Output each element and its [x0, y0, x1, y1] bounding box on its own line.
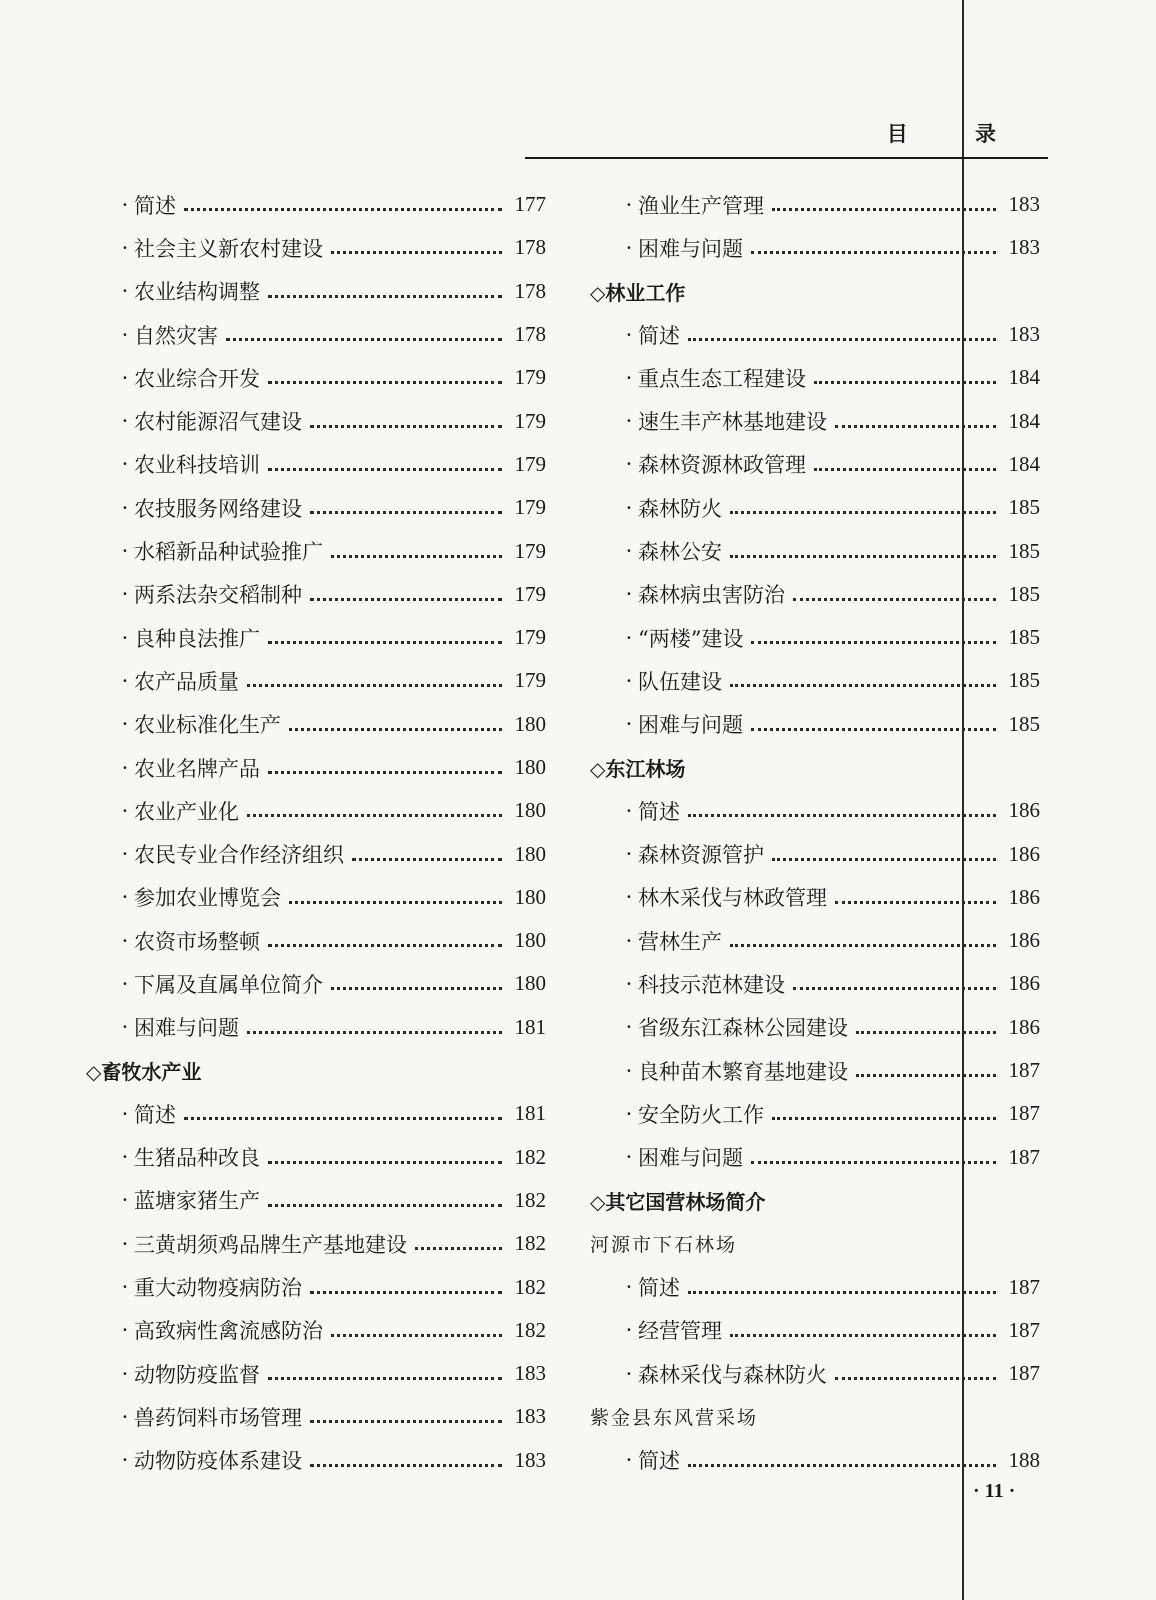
toc-entry[interactable]: [86, 832, 546, 875]
bullet-dot: ·: [625, 1361, 633, 1386]
toc-entry-title: 困难与问题: [638, 236, 743, 261]
toc-entry-title: 困难与问题: [638, 713, 743, 738]
toc-entry[interactable]: [86, 962, 546, 1005]
toc-entry-page: 185: [1008, 581, 1040, 606]
dot-leader: [310, 511, 502, 514]
dot-leader: [331, 251, 502, 254]
toc-entry[interactable]: [86, 183, 546, 226]
toc-entry[interactable]: [590, 313, 1040, 356]
toc-entry-page: 180: [514, 841, 546, 866]
dot-leader: [415, 1247, 502, 1250]
toc-entry-title: 森林防火: [638, 496, 722, 521]
toc-entry-page: 187: [1008, 1144, 1040, 1169]
bullet-dot: ·: [625, 1448, 633, 1473]
toc-entry-title: 营林生产: [638, 929, 722, 954]
toc-entry-title: 省级东江森林公园建设: [638, 1016, 848, 1041]
toc-entry-title: 高致病性禽流感防治: [134, 1319, 323, 1344]
dot-leader: [772, 1117, 996, 1120]
toc-entry-title: 森林资源林政管理: [638, 453, 806, 478]
dot-leader: [751, 251, 996, 254]
toc-entry[interactable]: [86, 1136, 546, 1179]
toc-entry[interactable]: [86, 616, 546, 659]
toc-entry-page: 188: [1008, 1447, 1040, 1472]
dot-leader: [247, 814, 502, 817]
toc-entry-page: 186: [1008, 1014, 1040, 1039]
toc-entry[interactable]: [590, 1352, 1040, 1395]
toc-entry-title: 简述: [134, 193, 176, 218]
toc-entry-page: 179: [514, 625, 546, 650]
dot-leader: [268, 381, 502, 384]
toc-entry-page: 183: [514, 1404, 546, 1429]
toc-entry-page: 187: [1008, 1101, 1040, 1126]
dot-leader: [331, 987, 502, 990]
dot-leader: [268, 1377, 502, 1380]
bullet-dot: ·: [625, 235, 633, 260]
dot-leader: [730, 555, 996, 558]
toc-entry-title: 下属及直属单位简介: [134, 972, 323, 997]
toc-entry-page: 186: [1008, 798, 1040, 823]
bullet-dot: ·: [121, 1231, 129, 1256]
dot-leader: [688, 1291, 996, 1294]
toc-entry-title: 森林公安: [638, 540, 722, 565]
toc-entry-page: 182: [514, 1144, 546, 1169]
dot-leader: [310, 1420, 502, 1423]
dot-leader: [247, 684, 502, 687]
dot-leader: [310, 598, 502, 601]
toc-entry-title: 科技示范林建设: [638, 972, 785, 997]
bullet-dot: ·: [121, 1145, 129, 1170]
dot-leader: [688, 814, 996, 817]
bullet-dot: ·: [121, 409, 129, 434]
toc-entry[interactable]: [590, 1049, 1040, 1092]
bullet-dot: ·: [625, 712, 633, 737]
dot-leader: [730, 944, 996, 947]
toc-entry[interactable]: [590, 399, 1040, 442]
toc-entry-title: 重点生态工程建设: [638, 366, 806, 391]
toc-entry-page: 178: [514, 235, 546, 260]
toc-entry[interactable]: [86, 399, 546, 442]
bullet-dot: ·: [121, 668, 129, 693]
toc-entry[interactable]: [590, 443, 1040, 486]
toc-entry[interactable]: [590, 1092, 1040, 1135]
toc-entry-title: 社会主义新农村建设: [134, 236, 323, 261]
bullet-dot: ·: [121, 928, 129, 953]
toc-entry[interactable]: [590, 1265, 1040, 1308]
toc-entry-page: 183: [1008, 322, 1040, 347]
toc-entry-title: 水稻新品种试验推广: [134, 540, 323, 565]
toc-entry[interactable]: [86, 789, 546, 832]
toc-section-heading: ◇东江林场: [590, 757, 686, 781]
toc-entry-page: 182: [514, 1187, 546, 1212]
toc-entry-title: 森林资源管护: [638, 843, 764, 868]
toc-section-heading: ◇其它国营林场简介: [590, 1189, 766, 1214]
toc-entry-title: 简述: [638, 799, 680, 824]
toc-entry[interactable]: [590, 1309, 1040, 1352]
toc-entry[interactable]: [590, 919, 1040, 962]
toc-entry[interactable]: [86, 1006, 546, 1049]
dot-leader: [730, 1334, 996, 1337]
bullet-dot: ·: [121, 582, 129, 607]
dot-leader: [268, 1161, 502, 1164]
toc-entry-page: 180: [514, 798, 546, 823]
dot-leader: [835, 1377, 996, 1380]
toc-entry-page: 181: [514, 1101, 546, 1126]
bullet-dot: ·: [625, 928, 633, 953]
toc-entry-page: 180: [514, 971, 546, 996]
toc-entry-page: 182: [514, 1231, 546, 1256]
bullet-dot: ·: [625, 495, 633, 520]
bullet-dot: ·: [121, 1404, 129, 1429]
toc-entry[interactable]: [590, 1136, 1040, 1179]
dot-leader: [751, 728, 996, 731]
bullet-dot: ·: [121, 452, 129, 477]
toc-entry-page: 185: [1008, 711, 1040, 736]
toc-entry[interactable]: [590, 876, 1040, 919]
dot-leader: [730, 684, 996, 687]
toc-entry[interactable]: [86, 1265, 546, 1308]
toc-entry-page: 183: [1008, 192, 1040, 217]
toc-entry[interactable]: [590, 789, 1040, 832]
dot-leader: [730, 511, 996, 514]
dot-leader: [772, 208, 996, 211]
bullet-dot: ·: [625, 539, 633, 564]
toc-entry-page: 177: [514, 192, 546, 217]
dot-leader: [310, 425, 502, 428]
toc-entry[interactable]: [86, 486, 546, 529]
dot-leader: [814, 468, 996, 471]
dot-leader: [247, 1031, 502, 1034]
toc-entry-title: 简述: [638, 1449, 680, 1474]
toc-entry[interactable]: [590, 1439, 1040, 1482]
toc-entry[interactable]: [86, 573, 546, 616]
dot-leader: [184, 208, 502, 211]
toc-entry-title: 农业名牌产品: [134, 756, 260, 781]
toc-entry-title: 简述: [638, 323, 680, 348]
toc-entry-title: 农业结构调整: [134, 280, 260, 305]
toc-entry[interactable]: [590, 616, 1040, 659]
toc-entry[interactable]: [590, 356, 1040, 399]
toc-entry-title: 简述: [638, 1276, 680, 1301]
dot-leader: [793, 987, 996, 990]
toc-entry-page: 178: [514, 278, 546, 303]
bullet-dot: ·: [121, 625, 129, 650]
dot-leader: [226, 338, 502, 341]
dot-leader: [352, 858, 502, 861]
toc-entry-page: 186: [1008, 884, 1040, 909]
toc-entry-title: 三黄胡须鸡品牌生产基地建设: [134, 1232, 407, 1257]
toc-entry-title: 困难与问题: [134, 1016, 239, 1041]
toc-entry-title: 农业产业化: [134, 799, 239, 824]
toc-entry[interactable]: [86, 226, 546, 269]
toc-entry-title: 兽药饲料市场管理: [134, 1405, 302, 1430]
bullet-dot: ·: [625, 1318, 633, 1343]
bullet-dot: ·: [121, 279, 129, 304]
toc-subheading: 河源市下石林场: [590, 1234, 738, 1257]
toc-entry-title: 自然灾害: [134, 323, 218, 348]
dot-leader: [289, 901, 502, 904]
bullet-dot: ·: [625, 1101, 633, 1126]
toc-entry[interactable]: [86, 1395, 546, 1438]
toc-entry-page: 179: [514, 365, 546, 390]
toc-entry-page: 185: [1008, 495, 1040, 520]
toc-entry[interactable]: [86, 529, 546, 572]
bullet-dot: ·: [625, 322, 633, 347]
toc-entry-title: 林木采伐与林政管理: [638, 886, 827, 911]
bullet-dot: ·: [625, 1058, 633, 1083]
toc-entry-page: 185: [1008, 668, 1040, 693]
toc-entry-title: 农资市场整顿: [134, 929, 260, 954]
toc-entry[interactable]: [590, 659, 1040, 702]
dot-leader: [688, 1464, 996, 1467]
bullet-dot: ·: [625, 885, 633, 910]
toc-entry-page: 180: [514, 711, 546, 736]
dot-leader: [310, 1464, 502, 1467]
bullet-dot: ·: [625, 798, 633, 823]
bullet-dot: ·: [625, 842, 633, 867]
toc-entry-title: 困难与问题: [638, 1146, 743, 1171]
bullet-dot: ·: [121, 712, 129, 737]
bullet-dot: ·: [121, 1101, 129, 1126]
dot-leader: [835, 425, 996, 428]
dot-leader: [268, 641, 502, 644]
bullet-dot: ·: [121, 885, 129, 910]
bullet-dot: ·: [121, 798, 129, 823]
toc-entry-page: 183: [514, 1361, 546, 1386]
dot-leader: [331, 555, 502, 558]
toc-entry[interactable]: [86, 746, 546, 789]
toc-entry[interactable]: [86, 876, 546, 919]
toc-entry-page: 183: [514, 1447, 546, 1472]
toc-entry-page: 184: [1008, 451, 1040, 476]
toc-entry-title: 农业科技培训: [134, 453, 260, 478]
toc-entry[interactable]: [590, 832, 1040, 875]
bullet-dot: ·: [625, 452, 633, 477]
dot-leader: [184, 1117, 502, 1120]
bullet-dot: ·: [625, 192, 633, 217]
toc-entry-page: 182: [514, 1317, 546, 1342]
toc-entry-page: 179: [514, 668, 546, 693]
toc-entry[interactable]: [590, 486, 1040, 529]
dot-leader: [268, 1204, 502, 1207]
toc-entry-page: 184: [1008, 408, 1040, 433]
dot-leader: [268, 944, 502, 947]
toc-subheading: 紫金县东风营采场: [590, 1407, 759, 1430]
toc-entry-page: 180: [514, 884, 546, 909]
page-number: · 11 ·: [973, 1480, 1016, 1502]
toc-entry-title: 森林采伐与森林防火: [638, 1362, 827, 1387]
toc-entry[interactable]: [590, 962, 1040, 1005]
bullet-dot: ·: [625, 1015, 633, 1040]
toc-entry[interactable]: [590, 529, 1040, 572]
toc-entry-title: 蓝塘家猪生产: [134, 1189, 260, 1214]
dot-leader: [856, 1074, 996, 1077]
dot-leader: [310, 1291, 502, 1294]
bullet-dot: ·: [625, 625, 633, 650]
toc-entry-title: 动物防疫监督: [134, 1362, 260, 1387]
bullet-dot: ·: [121, 1318, 129, 1343]
toc-entry-title: 两系法杂交稻制种: [134, 583, 302, 608]
toc-entry[interactable]: [86, 1439, 546, 1482]
toc-entry-title: 参加农业博览会: [134, 886, 281, 911]
toc-entry-title: 安全防火工作: [638, 1102, 764, 1127]
toc-entry[interactable]: [86, 1092, 546, 1135]
toc-entry[interactable]: [86, 313, 546, 356]
toc-entry-page: 180: [514, 755, 546, 779]
bullet-dot: ·: [121, 842, 129, 867]
bullet-dot: ·: [121, 1361, 129, 1386]
dot-leader: [289, 728, 502, 731]
bullet-dot: ·: [121, 322, 129, 347]
toc-entry-page: 179: [514, 538, 546, 563]
toc-entry[interactable]: [86, 1309, 546, 1352]
toc-entry-title: 森林病虫害防治: [638, 583, 785, 608]
page-title: 目 录: [886, 122, 1026, 146]
toc-entry[interactable]: [86, 1352, 546, 1395]
bullet-dot: ·: [121, 192, 129, 217]
dot-leader: [331, 1334, 502, 1337]
bullet-dot: ·: [121, 1448, 129, 1473]
dot-leader: [835, 901, 996, 904]
toc-entry[interactable]: [590, 703, 1040, 746]
bullet-dot: ·: [625, 971, 633, 996]
toc-entry-title: 农村能源沼气建设: [134, 410, 302, 435]
toc-entry-page: 185: [1008, 538, 1040, 563]
bullet-dot: ·: [625, 409, 633, 434]
toc-entry-title: 动物防疫体系建设: [134, 1449, 302, 1474]
toc-entry-title: 农业综合开发: [134, 366, 260, 391]
dot-leader: [856, 1031, 996, 1034]
dot-leader: [772, 858, 996, 861]
toc-entry[interactable]: [590, 1006, 1040, 1049]
dot-leader: [793, 598, 996, 601]
bullet-dot: ·: [121, 1275, 129, 1300]
toc-entry-page: 187: [1008, 1317, 1040, 1342]
toc-entry-page: 179: [514, 581, 546, 606]
toc-entry[interactable]: [86, 659, 546, 702]
toc-entry-title: 农业标准化生产: [134, 713, 281, 738]
bullet-dot: ·: [121, 1188, 129, 1213]
toc-entry[interactable]: [86, 443, 546, 486]
toc-entry-page: 186: [1008, 928, 1040, 953]
bullet-dot: ·: [121, 539, 129, 564]
dot-leader: [268, 295, 502, 298]
dot-leader: [814, 381, 996, 384]
toc-entry-title: 经营管理: [638, 1319, 722, 1344]
toc-entry-title: 农产品质量: [134, 669, 239, 694]
toc-entry-title: 队伍建设: [638, 669, 722, 694]
toc-entry-title: 渔业生产管理: [638, 193, 764, 218]
bullet-dot: ·: [625, 365, 633, 390]
toc-entry-page: 179: [514, 495, 546, 520]
toc-entry[interactable]: [590, 183, 1040, 226]
toc-entry[interactable]: [86, 356, 546, 399]
bullet-dot: ·: [121, 495, 129, 520]
toc-entry-page: 178: [514, 322, 546, 347]
toc-entry-title: 农技服务网络建设: [134, 496, 302, 521]
toc-entry[interactable]: [86, 270, 546, 313]
toc-entry-title: 良种良法推广: [134, 626, 260, 651]
toc-entry[interactable]: [86, 703, 546, 746]
toc-entry[interactable]: [86, 1222, 546, 1265]
toc-entry-page: 187: [1008, 1058, 1040, 1083]
dot-leader: [268, 468, 502, 471]
toc-left-column: [86, 183, 546, 1482]
toc-entry-title: 良种苗木繁育基地建设: [638, 1059, 848, 1084]
toc-section-heading: ◇林业工作: [590, 280, 686, 305]
bullet-dot: ·: [121, 755, 129, 780]
bullet-dot: ·: [625, 1145, 633, 1170]
dot-leader: [688, 338, 996, 341]
toc-entry-page: 187: [1008, 1274, 1040, 1299]
bullet-dot: ·: [625, 582, 633, 607]
running-header: [525, 112, 1048, 159]
bullet-dot: ·: [121, 1015, 129, 1040]
toc-entry[interactable]: [590, 226, 1040, 269]
toc-entry[interactable]: [590, 573, 1040, 616]
toc-entry-page: 179: [514, 408, 546, 433]
toc-entry-page: 187: [1008, 1361, 1040, 1386]
bullet-dot: ·: [625, 1275, 633, 1300]
toc-entry[interactable]: [86, 1179, 546, 1222]
toc-entry-title: 重大动物疫病防治: [134, 1276, 302, 1301]
toc-entry-page: 181: [514, 1014, 546, 1039]
toc-entry-page: 186: [1008, 841, 1040, 866]
dot-leader: [268, 771, 502, 774]
bullet-dot: ·: [121, 365, 129, 390]
toc-entry-title: 农民专业合作经济组织: [134, 843, 344, 868]
toc-entry-title: 速生丰产林基地建设: [638, 410, 827, 435]
toc-entry-page: 179: [514, 451, 546, 476]
toc-entry-title: 生猪品种改良: [134, 1146, 260, 1171]
toc-entry-page: 185: [1008, 625, 1040, 650]
dot-leader: [751, 1161, 996, 1164]
toc-section-heading: ◇畜牧水产业: [86, 1060, 202, 1085]
dot-leader: [751, 641, 996, 644]
toc-entry-title: 简述: [134, 1102, 176, 1127]
bullet-dot: ·: [121, 235, 129, 260]
toc-entry-page: 186: [1008, 971, 1040, 996]
toc-entry-title: “两楼”建设: [638, 626, 744, 651]
bullet-dot: ·: [625, 668, 633, 693]
toc-right-column: [590, 183, 1040, 1482]
bullet-dot: ·: [121, 971, 129, 996]
toc-entry-page: 184: [1008, 365, 1040, 390]
toc-entry-page: 182: [514, 1274, 546, 1299]
toc-entry-page: 180: [514, 928, 546, 953]
toc-entry-page: 183: [1008, 235, 1040, 260]
toc-entry[interactable]: [86, 919, 546, 962]
